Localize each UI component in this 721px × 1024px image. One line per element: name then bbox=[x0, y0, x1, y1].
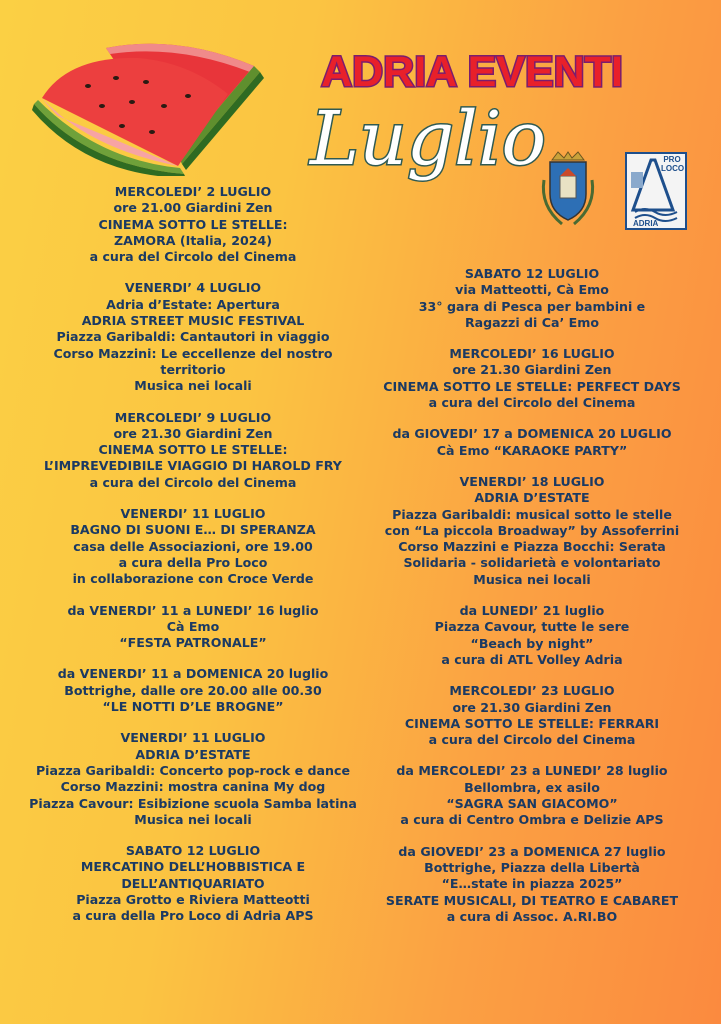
event-date: da GIOVEDI’ 23 a DOMENICA 27 luglio bbox=[398, 843, 666, 859]
event-line: Piazza Cavour: Esibizione scuola Samba latina bbox=[29, 795, 357, 811]
event-line: CINEMA SOTTO LE STELLE: bbox=[98, 442, 288, 458]
event-line: a cura di Assoc. A.RI.BO bbox=[446, 908, 618, 924]
event-date: da MERCOLEDI’ 23 a LUNEDI’ 28 luglio bbox=[396, 763, 668, 779]
event-line: “Beach by night” bbox=[470, 635, 594, 651]
event-line: Solidaria - solidarietà e volontariato bbox=[403, 555, 661, 571]
event-date: MERCOLEDI’ 9 LUGLIO bbox=[114, 409, 272, 425]
event-line: Corso Mazzini e Piazza Bocchi: Serata bbox=[398, 539, 666, 555]
event-line: Piazza Grotto e Riviera Matteotti bbox=[76, 891, 310, 907]
event-line: Musica nei locali bbox=[134, 811, 252, 827]
event-date: da LUNEDI’ 21 luglio bbox=[459, 603, 605, 619]
event-block bbox=[8, 730, 378, 828]
event-line: ore 21.30 Giardini Zen bbox=[452, 362, 612, 378]
event-block bbox=[8, 506, 378, 587]
event-line: SERATE MUSICALI, DI TEATRO E CABARET bbox=[385, 892, 679, 908]
event-line: Musica nei locali bbox=[473, 571, 591, 587]
event-block bbox=[8, 843, 378, 924]
event-block bbox=[354, 603, 710, 668]
event-block bbox=[8, 184, 378, 265]
event-date: MERCOLEDI’ 23 LUGLIO bbox=[449, 683, 615, 699]
event-line: Musica nei locali bbox=[134, 378, 252, 394]
event-line: “SAGRA SAN GIACOMO” bbox=[446, 796, 618, 812]
event-line: “FESTA PATRONALE” bbox=[119, 635, 267, 651]
event-line: ore 21.30 Giardini Zen bbox=[452, 699, 612, 715]
event-line: MERCATINO DELL’HOBBISTICA E bbox=[80, 859, 306, 875]
event-line: Bottrighe, Piazza della Libertà bbox=[424, 859, 640, 875]
event-line: L’IMPREVEDIBILE VIAGGIO DI HAROLD FRY bbox=[44, 458, 342, 474]
event-date: SABATO 12 LUGLIO bbox=[464, 266, 600, 281]
event-line: ADRIA STREET MUSIC FESTIVAL bbox=[81, 313, 305, 329]
event-line: a cura del Circolo del Cinema bbox=[428, 732, 636, 748]
event-line: ore 21.00 Giardini Zen bbox=[113, 200, 273, 216]
event-line: Piazza Cavour, tutte le sere bbox=[434, 619, 630, 635]
event-date: da GIOVEDI’ 17 a DOMENICA 20 LUGLIO bbox=[392, 426, 672, 442]
event-line: Cà Emo “KARAOKE PARTY” bbox=[436, 442, 628, 458]
event-date: MERCOLEDI’ 2 LUGLIO bbox=[114, 184, 272, 199]
event-line: a cura di Centro Ombra e Delizie APS bbox=[400, 812, 664, 828]
watermelon-illustration bbox=[28, 36, 268, 176]
event-line: DELL’ANTIQUARIATO bbox=[121, 875, 265, 891]
pro-loco-logo bbox=[625, 152, 687, 230]
event-block bbox=[354, 266, 710, 331]
event-line: 33° gara di Pesca per bambini e bbox=[418, 298, 646, 314]
event-line: a cura di ATL Volley Adria bbox=[441, 651, 623, 667]
event-block bbox=[354, 844, 710, 925]
events-column-left bbox=[8, 184, 378, 940]
event-line: ore 21.30 Giardini Zen bbox=[113, 425, 273, 441]
event-line: Ragazzi di Ca’ Emo bbox=[464, 314, 600, 330]
event-line: CINEMA SOTTO LE STELLE: PERFECT DAYS bbox=[383, 378, 681, 394]
event-block bbox=[8, 280, 378, 394]
event-line: CINEMA SOTTO LE STELLE: FERRARI bbox=[404, 715, 660, 731]
event-line: in collaborazione con Croce Verde bbox=[72, 571, 314, 587]
event-line: Corso Mazzini: Le eccellenze del nostro bbox=[53, 345, 333, 361]
event-block bbox=[354, 474, 710, 588]
events-column-right bbox=[354, 266, 710, 940]
watermelon-slice-front bbox=[32, 58, 228, 176]
event-block bbox=[354, 426, 710, 459]
event-line: Bottrighe, dalle ore 20.00 alle 00.30 bbox=[64, 682, 322, 698]
event-line: territorio bbox=[160, 361, 226, 377]
event-line: via Matteotti, Cà Emo bbox=[455, 282, 609, 298]
event-line: ADRIA D’ESTATE bbox=[135, 746, 251, 762]
event-block bbox=[354, 346, 710, 411]
event-date: da VENERDI’ 11 a LUNEDI’ 16 luglio bbox=[67, 602, 319, 618]
event-line: Corso Mazzini: mostra canina My dog bbox=[60, 779, 326, 795]
event-date: da VENERDI’ 11 a DOMENICA 20 luglio bbox=[57, 666, 329, 682]
event-line: Adria d’Estate: Apertura bbox=[106, 296, 280, 312]
event-line: “LE NOTTI D’LE BROGNE” bbox=[102, 699, 284, 715]
event-date: SABATO 12 LUGLIO bbox=[125, 843, 261, 859]
pro-loco-label: PRO LOCO bbox=[661, 155, 685, 173]
event-block bbox=[8, 603, 378, 652]
event-line: a cura della Pro Loco bbox=[118, 554, 268, 570]
event-block bbox=[8, 410, 378, 491]
event-line: a cura della Pro Loco di Adria APS bbox=[72, 908, 314, 924]
event-line: a cura del Circolo del Cinema bbox=[89, 249, 297, 265]
event-line: Bellombra, ex asilo bbox=[464, 779, 600, 795]
event-block bbox=[8, 666, 378, 715]
poster-subtitle: Luglio bbox=[310, 96, 547, 182]
event-line: con “La piccola Broadway” by Assoferrini bbox=[384, 522, 680, 538]
event-block bbox=[354, 683, 710, 748]
event-line: ZAMORA (Italia, 2024) bbox=[113, 232, 272, 248]
event-block bbox=[354, 763, 710, 828]
event-line: a cura del Circolo del Cinema bbox=[428, 395, 636, 411]
event-date: VENERDI’ 4 LUGLIO bbox=[124, 280, 262, 296]
event-line: Cà Emo bbox=[166, 618, 220, 634]
event-date: VENERDI’ 18 LUGLIO bbox=[459, 473, 605, 489]
event-line: ADRIA D’ESTATE bbox=[474, 490, 590, 506]
municipal-crest-icon bbox=[538, 150, 598, 230]
event-date: VENERDI’ 11 LUGLIO bbox=[120, 506, 266, 522]
event-line: “E…state in piazza 2025” bbox=[441, 876, 623, 892]
event-date: VENERDI’ 11 LUGLIO bbox=[120, 730, 266, 746]
event-date: MERCOLEDI’ 16 LUGLIO bbox=[449, 346, 615, 362]
event-line: Piazza Garibaldi: Concerto pop-rock e dance bbox=[35, 762, 351, 778]
poster-title: ADRIA EVENTI bbox=[321, 48, 623, 96]
event-line: casa delle Associazioni, ore 19.00 bbox=[73, 538, 313, 554]
event-line: Piazza Garibaldi: musical sotto le stelle bbox=[392, 506, 672, 522]
event-line: a cura del Circolo del Cinema bbox=[89, 474, 297, 490]
event-line: Piazza Garibaldi: Cantautori in viaggio bbox=[56, 329, 330, 345]
event-line: CINEMA SOTTO LE STELLE: bbox=[98, 216, 288, 232]
pro-loco-city: ADRIA bbox=[633, 219, 659, 228]
event-line: BAGNO DI SUONI E… DI SPERANZA bbox=[70, 522, 316, 538]
